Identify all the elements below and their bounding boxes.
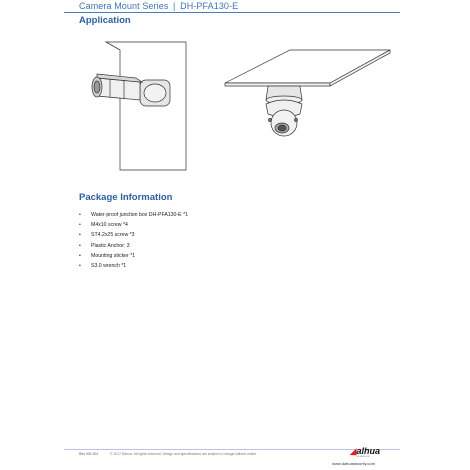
revision-number: Rev 001.001 bbox=[79, 452, 99, 456]
bullet: • bbox=[79, 262, 81, 269]
package-item-text: ST4.2x25 screw *3 bbox=[91, 232, 135, 239]
logo-wordmark: alhua bbox=[356, 446, 380, 456]
logo-subtitle: TECHNOLOGY bbox=[355, 456, 370, 458]
website-url: www.dahuasecurity.com bbox=[332, 461, 375, 466]
header-separator: | bbox=[173, 1, 176, 11]
list-item bbox=[79, 220, 188, 230]
package-item-text: Mounting sticker *1 bbox=[91, 252, 136, 259]
package-item-text: M4x10 screw *4 bbox=[91, 222, 128, 229]
list-item bbox=[79, 230, 188, 240]
package-item-text: Water-proof junction box DH-PFA130-E *1 bbox=[91, 212, 188, 218]
application-title: Application bbox=[79, 15, 131, 26]
list-item bbox=[79, 261, 188, 271]
model-number: DH-PFA130-E bbox=[180, 1, 239, 11]
bullet: • bbox=[79, 252, 81, 259]
logo-mark: ◢ bbox=[349, 446, 357, 456]
package-item-text: Plastic Anchor: 3 bbox=[91, 242, 130, 249]
series-name: Camera Mount Series bbox=[79, 1, 169, 11]
bullet: • bbox=[79, 212, 81, 218]
copyright-notice: © 2017 Dahua. All rights reserved. Design and specifications are subject to change without notice. bbox=[110, 452, 258, 456]
list-item bbox=[79, 251, 188, 261]
ceiling-mount-drawing bbox=[225, 50, 390, 136]
list-item bbox=[79, 210, 188, 220]
package-item-text: S3.0 wrench *1 bbox=[91, 262, 127, 269]
wall-mount-drawing bbox=[92, 42, 186, 170]
bullet: • bbox=[79, 222, 81, 229]
bullet: • bbox=[79, 232, 81, 239]
package-information-title: Package Information bbox=[79, 192, 173, 203]
list-item bbox=[79, 241, 188, 251]
bullet: • bbox=[79, 242, 81, 249]
package-list bbox=[79, 210, 188, 271]
